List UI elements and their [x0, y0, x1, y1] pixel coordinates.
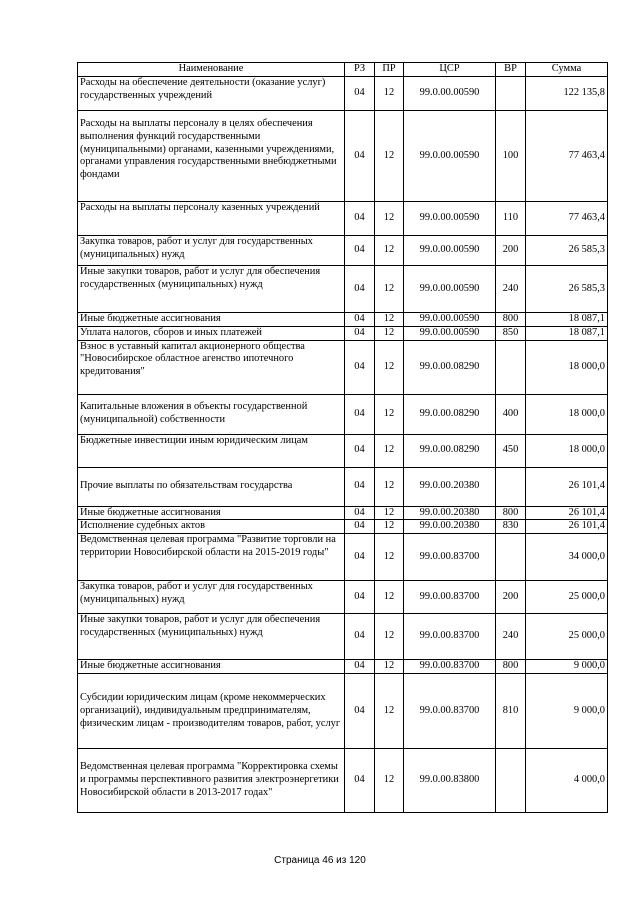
row-pr: 12 [375, 313, 404, 327]
table-row [78, 434, 608, 467]
row-vr [496, 534, 526, 581]
row-vr: 800 [496, 313, 526, 327]
row-csr: 99.0.00.83700 [404, 581, 496, 614]
row-pr: 12 [375, 202, 404, 236]
row-csr: 99.0.00.20380 [404, 467, 496, 506]
row-sum: 9 000,0 [526, 674, 608, 749]
row-vr: 810 [496, 674, 526, 749]
row-sum: 77 463,4 [526, 202, 608, 236]
row-name: Ведомственная целевая программа "Развитие торговли на территории Новосибирской области на 2015-2019 годы" [78, 534, 345, 581]
row-vr: 110 [496, 202, 526, 236]
row-name: Расходы на выплаты персоналу в целях обеспечения выполнения функций государственными (муниципальными) органами, казенными учреждениями, органами управления государственными внебюджетными фондами [78, 111, 345, 202]
row-pr: 12 [375, 749, 404, 813]
row-csr: 99.0.00.20380 [404, 520, 496, 534]
row-pr: 12 [375, 660, 404, 674]
row-sum: 122 135,8 [526, 77, 608, 111]
row-csr: 99.0.00.83700 [404, 660, 496, 674]
row-sum: 18 087,1 [526, 313, 608, 327]
row-csr: 99.0.00.83700 [404, 674, 496, 749]
row-name: Иные бюджетные ассигнования [78, 660, 345, 674]
row-rz: 04 [345, 111, 375, 202]
table-row [78, 614, 608, 660]
row-csr: 99.0.00.00590 [404, 326, 496, 340]
row-rz: 04 [345, 326, 375, 340]
row-sum: 18 000,0 [526, 434, 608, 467]
table-row [78, 266, 608, 313]
row-name: Исполнение судебных актов [78, 520, 345, 534]
row-name: Уплата налогов, сборов и иных платежей [78, 326, 345, 340]
row-pr: 12 [375, 266, 404, 313]
row-pr: 12 [375, 111, 404, 202]
row-vr: 240 [496, 266, 526, 313]
row-csr: 99.0.00.00590 [404, 77, 496, 111]
row-vr: 400 [496, 394, 526, 434]
row-vr: 800 [496, 506, 526, 520]
header-pr: ПР [375, 63, 404, 77]
row-sum: 26 101,4 [526, 520, 608, 534]
row-csr: 99.0.00.83800 [404, 749, 496, 813]
row-csr: 99.0.00.00590 [404, 266, 496, 313]
row-csr: 99.0.00.00590 [404, 111, 496, 202]
table-row [78, 236, 608, 266]
row-pr: 12 [375, 534, 404, 581]
row-name: Бюджетные инвестиции иным юридическим лицам [78, 434, 345, 467]
row-pr: 12 [375, 467, 404, 506]
row-rz: 04 [345, 266, 375, 313]
row-rz: 04 [345, 313, 375, 327]
row-pr: 12 [375, 614, 404, 660]
table-row [78, 520, 608, 534]
row-vr [496, 340, 526, 394]
row-vr: 830 [496, 520, 526, 534]
table-row [78, 77, 608, 111]
row-csr: 99.0.00.83700 [404, 614, 496, 660]
row-csr: 99.0.00.00590 [404, 313, 496, 327]
row-sum: 18 000,0 [526, 340, 608, 394]
row-csr: 99.0.00.00590 [404, 202, 496, 236]
header-rz: РЗ [345, 63, 375, 77]
row-sum: 26 585,3 [526, 236, 608, 266]
row-csr: 99.0.00.08290 [404, 394, 496, 434]
row-rz: 04 [345, 394, 375, 434]
header-name: Наименование [78, 63, 345, 77]
row-rz: 04 [345, 660, 375, 674]
row-pr: 12 [375, 394, 404, 434]
row-vr: 800 [496, 660, 526, 674]
row-rz: 04 [345, 236, 375, 266]
budget-table [77, 62, 608, 813]
page-number: Страница 46 из 120 [274, 855, 366, 866]
row-pr: 12 [375, 581, 404, 614]
row-name: Расходы на выплаты персоналу казенных учреждений [78, 202, 345, 236]
table-row [78, 111, 608, 202]
row-vr: 100 [496, 111, 526, 202]
table-header-row [78, 63, 608, 77]
row-name: Иные закупки товаров, работ и услуг для обеспечения государственных (муниципальных) нужд [78, 614, 345, 660]
row-rz: 04 [345, 434, 375, 467]
row-sum: 25 000,0 [526, 614, 608, 660]
row-name: Капитальные вложения в объекты государственной (муниципальной) собственности [78, 394, 345, 434]
table-row [78, 534, 608, 581]
row-pr: 12 [375, 236, 404, 266]
table-row [78, 326, 608, 340]
header-vr: ВР [496, 63, 526, 77]
table-row [78, 660, 608, 674]
row-vr [496, 77, 526, 111]
row-csr: 99.0.00.08290 [404, 434, 496, 467]
row-sum: 26 585,3 [526, 266, 608, 313]
row-csr: 99.0.00.20380 [404, 506, 496, 520]
table-row [78, 581, 608, 614]
row-pr: 12 [375, 506, 404, 520]
table-row [78, 313, 608, 327]
row-name: Взнос в уставный капитал акционерного общества "Новосибирское областное агенство ипотечного кредитования" [78, 340, 345, 394]
row-vr [496, 467, 526, 506]
row-pr: 12 [375, 77, 404, 111]
row-name: Закупка товаров, работ и услуг для государственных (муниципальных) нужд [78, 236, 345, 266]
row-name: Иные бюджетные ассигнования [78, 506, 345, 520]
row-pr: 12 [375, 434, 404, 467]
table-row [78, 394, 608, 434]
row-vr: 850 [496, 326, 526, 340]
table-row [78, 674, 608, 749]
row-rz: 04 [345, 77, 375, 111]
row-rz: 04 [345, 614, 375, 660]
row-sum: 4 000,0 [526, 749, 608, 813]
row-rz: 04 [345, 674, 375, 749]
row-rz: 04 [345, 202, 375, 236]
row-vr: 200 [496, 236, 526, 266]
row-pr: 12 [375, 326, 404, 340]
row-name: Закупка товаров, работ и услуг для государственных (муниципальных) нужд [78, 581, 345, 614]
row-sum: 18 000,0 [526, 394, 608, 434]
row-vr: 240 [496, 614, 526, 660]
row-name: Иные закупки товаров, работ и услуг для обеспечения государственных (муниципальных) нужд [78, 266, 345, 313]
row-rz: 04 [345, 520, 375, 534]
table-row [78, 467, 608, 506]
row-rz: 04 [345, 340, 375, 394]
row-sum: 18 087,1 [526, 326, 608, 340]
row-pr: 12 [375, 520, 404, 534]
row-csr: 99.0.00.00590 [404, 236, 496, 266]
row-rz: 04 [345, 534, 375, 581]
row-rz: 04 [345, 506, 375, 520]
table-row [78, 340, 608, 394]
table-row [78, 749, 608, 813]
header-csr: ЦСР [404, 63, 496, 77]
row-sum: 26 101,4 [526, 467, 608, 506]
table-row [78, 202, 608, 236]
row-pr: 12 [375, 340, 404, 394]
row-csr: 99.0.00.83700 [404, 534, 496, 581]
row-sum: 77 463,4 [526, 111, 608, 202]
row-name: Субсидии юридическим лицам (кроме некоммерческих организаций), индивидуальным предпринимателям, физическим лицам - производителям товаров, работ, услуг [78, 674, 345, 749]
row-sum: 25 000,0 [526, 581, 608, 614]
row-name: Прочие выплаты по обязательствам государства [78, 467, 345, 506]
row-sum: 9 000,0 [526, 660, 608, 674]
row-sum: 34 000,0 [526, 534, 608, 581]
row-vr: 450 [496, 434, 526, 467]
row-vr: 200 [496, 581, 526, 614]
row-csr: 99.0.00.08290 [404, 340, 496, 394]
row-sum: 26 101,4 [526, 506, 608, 520]
row-vr [496, 749, 526, 813]
row-name: Ведомственная целевая программа "Корректировка схемы и программы перспективного развития электроэнергетики Новосибирской области в 2013-2017 годах" [78, 749, 345, 813]
row-rz: 04 [345, 581, 375, 614]
row-rz: 04 [345, 749, 375, 813]
table-row [78, 506, 608, 520]
row-name: Иные бюджетные ассигнования [78, 313, 345, 327]
row-name: Расходы на обеспечение деятельности (оказание услуг) государственных учреждений [78, 77, 345, 111]
header-sum: Сумма [526, 63, 608, 77]
row-pr: 12 [375, 674, 404, 749]
row-rz: 04 [345, 467, 375, 506]
